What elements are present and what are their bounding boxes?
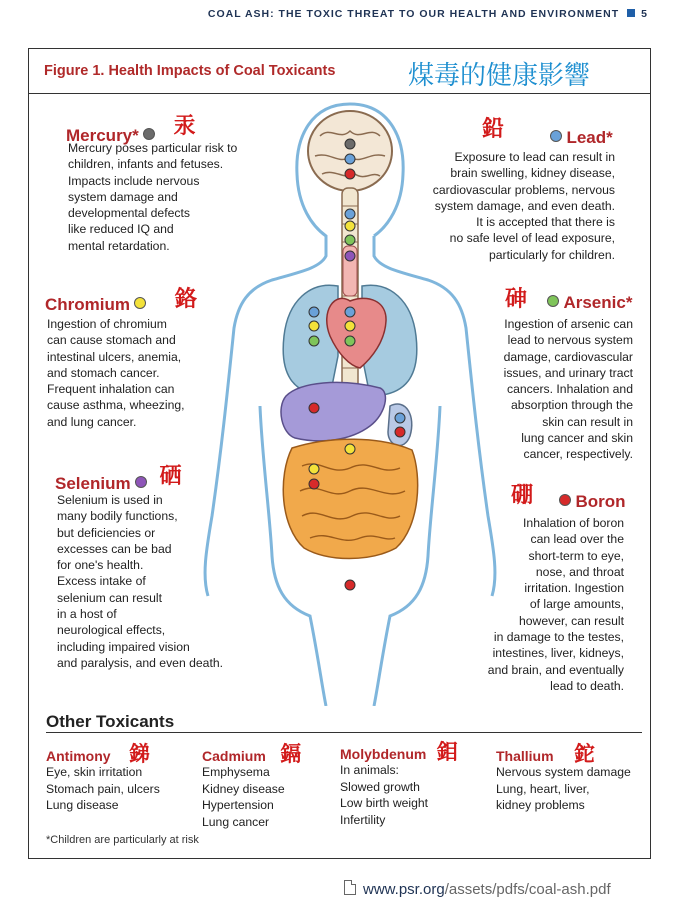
boron-marker-stomach xyxy=(395,427,405,437)
arsenic-name: Arsenic* xyxy=(563,293,633,312)
arsenic-marker-spine xyxy=(345,235,355,245)
lead-marker-heart xyxy=(345,307,355,317)
boron-name: Boron xyxy=(575,492,626,511)
chromium-dot-icon xyxy=(134,297,146,309)
molybdenum-name: Molybdenum xyxy=(340,746,427,762)
boron-zh: 硼 xyxy=(511,483,534,508)
molybdenum-description: In animals: Slowed growth Low birth weight Infertility xyxy=(340,763,429,827)
chromium-zh: 鉻 xyxy=(174,287,197,312)
chromium-marker-lung xyxy=(309,321,319,331)
chromium-marker-intestine xyxy=(345,444,355,454)
molybdenum-zh: 鉬 xyxy=(436,740,458,764)
arsenic-marker-lung xyxy=(309,336,319,346)
arsenic-dot-icon xyxy=(547,295,559,307)
molybdenum-block xyxy=(340,736,458,828)
lead-zh-label xyxy=(482,112,504,143)
selenium-zh: 硒 xyxy=(159,464,182,489)
stomach xyxy=(388,404,412,445)
lead-zh: 鉛 xyxy=(482,117,505,142)
boron-marker-liver xyxy=(309,403,319,413)
chromium-marker-heart xyxy=(345,321,355,331)
selenium-dot-icon xyxy=(135,476,147,488)
square-bullet-icon xyxy=(627,9,635,17)
source-link-host[interactable]: www.psr.org xyxy=(363,881,445,898)
antimony-zh: 銻 xyxy=(129,742,151,766)
thallium-name: Thallium xyxy=(496,748,554,764)
mercury-zh: 汞 xyxy=(173,114,196,139)
document-icon xyxy=(344,880,356,895)
thallium-block xyxy=(496,738,631,814)
arsenic-zh-label xyxy=(505,282,527,313)
selenium-name: Selenium xyxy=(55,474,131,493)
page-header xyxy=(0,8,648,20)
chromium-marker-spine xyxy=(345,221,355,231)
boron-marker-brain xyxy=(345,169,355,179)
cadmium-description: Emphysema Kidney disease Hypertension Lung cancer xyxy=(202,765,285,829)
selenium-description: Selenium is used in many bodily functions, but deficiencies or excesses can be bad for one's health. Excess intake of selenium can result in a host of neurological effects, including impaired vision and paralysis, and even death. xyxy=(57,493,224,670)
lead-marker-stomach xyxy=(395,413,405,423)
selenium-marker-spine xyxy=(345,251,355,261)
chromium-marker-gut xyxy=(309,464,319,474)
boron-marker-testes xyxy=(345,580,355,590)
thallium-description: Nervous system damage Lung, heart, liver, kidney problems xyxy=(496,765,631,813)
lead-description: Exposure to lead can result in brain swelling, kidney disease, cardiovascular problems, nervous system damage, and even death. It is accepted that there is no safe level of lead exposure, particularly for children. xyxy=(432,150,615,262)
boron-dot-icon xyxy=(559,494,571,506)
other-toxicants-heading: Other Toxicants xyxy=(46,712,175,731)
figure-title-chinese: 煤毒的健康影響 xyxy=(408,61,591,91)
mercury-name: Mercury* xyxy=(66,126,139,145)
boron-marker-gut xyxy=(309,479,319,489)
chromium-heading xyxy=(45,286,197,317)
lead-marker-spine xyxy=(345,209,355,219)
source-link[interactable] xyxy=(344,880,611,898)
boron-description: Inhalation of boron can lead over the short-term to eye, nose, and throat irritation. Ingestion of large amounts, however, can result in damage to the testes, intestines, liver, kidneys, and brain, and eventually lead to death. xyxy=(487,516,624,693)
lead-heading xyxy=(550,128,613,148)
arsenic-heading xyxy=(547,293,632,313)
liver xyxy=(281,382,385,440)
chromium-name: Chromium xyxy=(45,295,130,314)
arsenic-marker-heart xyxy=(345,336,355,346)
mercury-description: Mercury poses particular risk to children, infants and fetuses. Impacts include nervous system damage and developmental defects like reduced IQ and mental retardation. xyxy=(68,141,238,253)
arsenic-zh: 砷 xyxy=(505,287,528,312)
antimony-description: Eye, skin irritation Stomach pain, ulcers Lung disease xyxy=(46,765,160,813)
arsenic-description: Ingestion of arsenic can lead to nervous system damage, cardiovascular issues, and urinary tract cancers. Inhalation and absorption through the skin can result in lung cancer and skin cancer, respectively. xyxy=(503,317,633,462)
header-title: COAL ASH: THE TOXIC THREAT TO OUR HEALTH AND ENVIRONMENT xyxy=(207,8,620,20)
source-link-path[interactable]: /assets/pdfs/coal-ash.pdf xyxy=(444,881,611,898)
chromium-description: Ingestion of chromium can cause stomach and intestinal ulcers, anemia, and stomach cancer. Frequent inhalation can cause asthma, wheezing, and lung cancer. xyxy=(47,317,185,429)
mercury-marker-brain xyxy=(345,139,355,149)
figure-title: Figure 1. Health Impacts of Coal Toxicants xyxy=(44,63,336,79)
thallium-zh: 鉈 xyxy=(574,742,596,766)
mercury-dot-icon xyxy=(143,128,155,140)
cadmium-zh: 鎘 xyxy=(280,742,302,766)
cadmium-block xyxy=(202,738,301,830)
other-toxicants-divider xyxy=(46,732,642,733)
lead-dot-icon xyxy=(550,130,562,142)
antimony-name: Antimony xyxy=(46,748,111,764)
lead-marker-lung xyxy=(309,307,319,317)
page-number: 5 xyxy=(641,8,648,20)
boron-zh-label xyxy=(511,478,533,509)
footnote: *Children are particularly at risk xyxy=(46,834,199,846)
boron-heading xyxy=(559,492,626,512)
lead-name: Lead* xyxy=(566,128,613,147)
lead-marker-brain xyxy=(345,154,355,164)
antimony-block xyxy=(46,738,160,814)
cadmium-name: Cadmium xyxy=(202,748,266,764)
